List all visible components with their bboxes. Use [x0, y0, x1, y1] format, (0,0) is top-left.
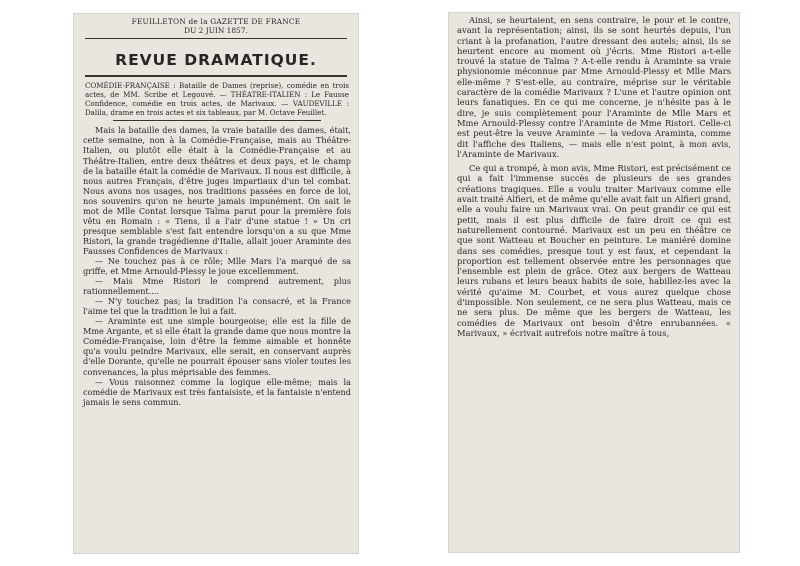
divider [85, 75, 347, 77]
right-column-body [448, 12, 740, 338]
section-title: REVUE DRAMATIQUE. [115, 51, 317, 69]
masthead: FEUILLETON de la GAZETTE DE FRANCE [131, 17, 301, 26]
paragraph: — N'y touchez pas; la tradition l'a consacré, et la France l'aime tel que la tradition le lui a fait. [83, 296, 351, 317]
divider [85, 38, 347, 39]
paragraph: — Vous raisonnez comme la logique elle-même; mais la comédie de Marivaux est très fantaisiste, et la fantaisie n'entend jamais le sens commun. [83, 376, 351, 407]
divider [113, 120, 321, 121]
left-column-body [73, 81, 359, 407]
paragraph: Ce qui a trompé, à mon avis, Mme Ristori, est précisément ce qui a fait l'immense succès de plusieurs de ses grandes créations tragiques. Elle a voulu traiter Marivaux comme elle avait traité Alfieri, et de même qu'elle avait fait un Alfieri grand, elle a voulu faire un Marivaux vrai. On peut grandir ce qui est petit, mais il est plus difficile de faire droit ce qui est naturellement contourné. Marivaux est un peu en théâtre ce que sont Watteau et Boucher en peinture. Le maniéré domine dans ses comédies, presque tout y est faux, et cependant la proportion est tellement observée entre les personnages que l'ensemble est plein de grâce. Otez aux bergers de Watteau leurs rubans et leurs beaux habits de soie, habillez-les avec la vérité qu'aime M. Courbet, et vous aurez quelque chose d'impossible. Non seulement, ce ne sera plus Watteau, mais ce ne sera plus. De même que les bergers de Watteau, les comédies de Marivaux ont besoin d'être enrubannées. « Marivaux, » écrivait autrefois notre maître à tous, [457, 163, 731, 338]
left-newspaper-clipping [73, 13, 359, 554]
paragraph: Ainsi, se heurtaient, en sens contraire, le pour et le contre, avant la représentation; ainsi, ils se sont heurtés depuis, l'un criant à la profanation, l'autre dressant des autels; ainsi, ils se heurtent encore au moment où j'écris. Mme Ristori a-t-elle trouvé la statue de Talma ? A-t-elle rendu à Araminte sa vraie physionomie méconnue par Mme Arnould-Plessy et Mlle Mars elle-même ? S'est-elle, au contraire, méprise sur le véritable caractère de la comédie Marivaux ? L'une et l'autre opinion ont leurs fanatiques. En ce qui me concerne, je n'hésite pas à le dire, je suis complètement pour l'Araminte de Mlle Mars et Mme Arnould-Plessy contre l'Araminte de Mme Ristori. Celle-ci est peut-être la veuve Araminte — la vedova Araminta, comme dit l'affiche des Italiens, — mais elle n'est point, à mon avis, l'Araminte de Marivaux. [457, 15, 731, 159]
paragraph: Mais la bataille des dames, la vraie bataille des dames, était, cette semaine, non à la Comédie-Française, mais au Théâtre-Italien, ou plutôt elle était à la Comédie-Française et au Théâtre-Italien, entre deux théâtres et deux pays, et le champ de la bataille était la comédie de Marivaux. Il nous est difficile, à nous autres Français, d'être juges impartiaux d'un tel combat. Nous avons nos usages, nos traditions passées en force de loi, nos souvenirs qu'on ne heurte jamais impunément. On sait le mot de Mlle Contat lorsque Talma parut pour la première fois vêtu en Romain : « Tiens, il a l'air d'une statue ! » Un cri presque semblable s'est fait entendre lorsqu'on a su que Mme Ristori, la grande tragédienne d'Italie, allait jouer Araminte des Fausses Confidences de Marivaux : [83, 125, 351, 256]
paragraph: — Ne touchez pas à ce rôle; Mlle Mars l'a marqué de sa griffe, et Mme Arnould-Plessy le joue excellemment. [83, 255, 351, 277]
paragraph: — Araminte est une simple bourgeoise; elle est la fille de Mme Argante, et si elle était la grande dame que nous montre la Comédie-Française, loin d'être la femme aimable et honnête qu'a voulu peindre Marivaux, elle serait, en conservant auprès d'elle Dorante, qu'elle ne pourrait épouser sans violer toutes les convenances, la plus méprisable des femmes. [83, 316, 351, 377]
right-newspaper-clipping [448, 12, 740, 553]
program-summary: COMÉDIE-FRANÇAISE : Bataille de Dames (reprise), comédie en trois actes, de MM. Scribe et Legouvé. — THÉATRE-ITALIEN : Le Fausse Confidence, comédie en trois actes, de Marivaux. — VAUDEVILLE : Dalila, drame en trois actes et six tableaux, par M. Octave Feuillet. [85, 81, 349, 118]
paragraph: — Mais Mme Ristori le comprend autrement, plus rationnellement.... [83, 276, 351, 297]
issue-date: DU 2 JUIN 1857. [184, 26, 248, 35]
